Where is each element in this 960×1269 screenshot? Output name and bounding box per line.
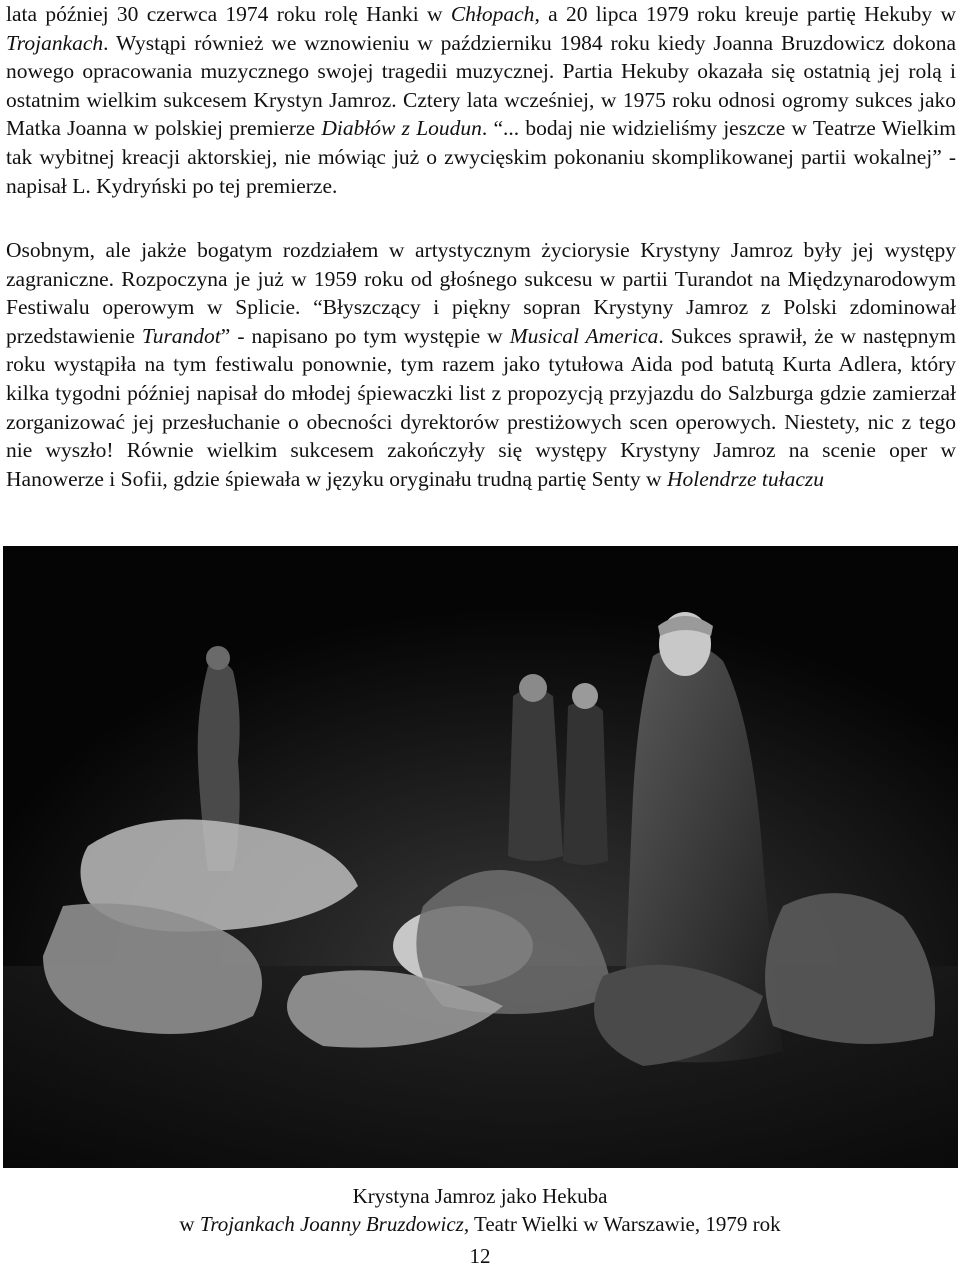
page-number: 12	[469, 1244, 491, 1268]
text-run: . “... bodaj nie widzieliśmy jeszcze w Teatrze Wielkim tak wybitnej kreacji aktorskiej, nie mówiąc już o zwycięskim pokonaniu skomplikowanej partii wokalnej” - napisał L. Kydryński po tej premierze.	[6, 116, 957, 198]
photo-caption-line-2	[0, 1210, 960, 1238]
caption-italic-title: Trojankach Joanny Bruzdowicz,	[199, 1212, 470, 1236]
text-run: . Sukces sprawił, że w następnym roku wystąpiła na tym festiwalu ponownie, tym razem jako tytułowa Aida pod batutą Kurta Adlera, który kilka tygodni później napisał do młodej śpiewaczki list z propozycją przyjazdu do Salzburga gdzie zamierzał zorganizować jej przesłuchanie o obecności dyrektorów prestiżowych scen operowych. Niestety, nic z tego nie wyszło! Równie wielkim sukcesem zakończyły się występy Krystyny Jamroz na scenie oper w Hanowerze i Sofii, gdzie śpiewała w języku oryginału trudną partię Senty w	[6, 323, 957, 491]
text-run: lata później 30 czerwca 1974 roku rolę Hanki w	[6, 2, 451, 26]
italic-title-run: Diabłów z Loudun	[321, 116, 482, 141]
caption-suffix: Teatr Wielki w Warszawie, 1979 rok	[469, 1212, 781, 1236]
text-run: Osobnym, ale jakże bogatym rozdziałem w artystycznym życiorysie Krystyny Jamroz były jej występy zagraniczne. Rozpoczyna je już w 1959 roku od głośnego sukcesu w partii Turandot na Międzynarodowym Festiwalu operowym w Splicie. “Błyszczący i piękny sopran Krystyny Jamroz z Polski zdominował przedstawienie	[6, 238, 956, 348]
paragraph-1	[6, 0, 956, 200]
text-run: . Wystąpi również we wznowieniu w październiku 1984 roku kiedy Joanna Bruzdowicz dokona nowego opracowania muzycznego swojej tragedii muzycznej. Partia Hekuby okazała się ostatnią jej rolą i ostatnim wielkim sukcesem Krystyn Jamroz. Cztery lata wcześniej, w 1975 roku odnosi ogromy sukces jako Matka Joanna w polskiej premierze	[6, 30, 956, 141]
italic-title-run: Trojankach	[6, 30, 104, 55]
stage-photograph	[3, 546, 958, 1168]
photo-caption-line-1: Krystyna Jamroz jako Hekuba	[352, 1184, 608, 1208]
text-run: ” - napisano po tym występie w	[220, 323, 510, 348]
italic-title-run: Holendrze tułaczu	[666, 466, 824, 491]
paragraph-2	[6, 236, 956, 493]
italic-title-run: Turandot	[141, 323, 221, 348]
text-run: , a 20 lipca 1979 roku kreuje partię Hekuby w	[534, 2, 956, 26]
stage-photo-drawing	[3, 546, 958, 1168]
caption-prefix: w	[179, 1212, 200, 1236]
italic-title-run: Chłopach	[450, 2, 535, 26]
italic-title-run: Musical America	[509, 323, 659, 348]
